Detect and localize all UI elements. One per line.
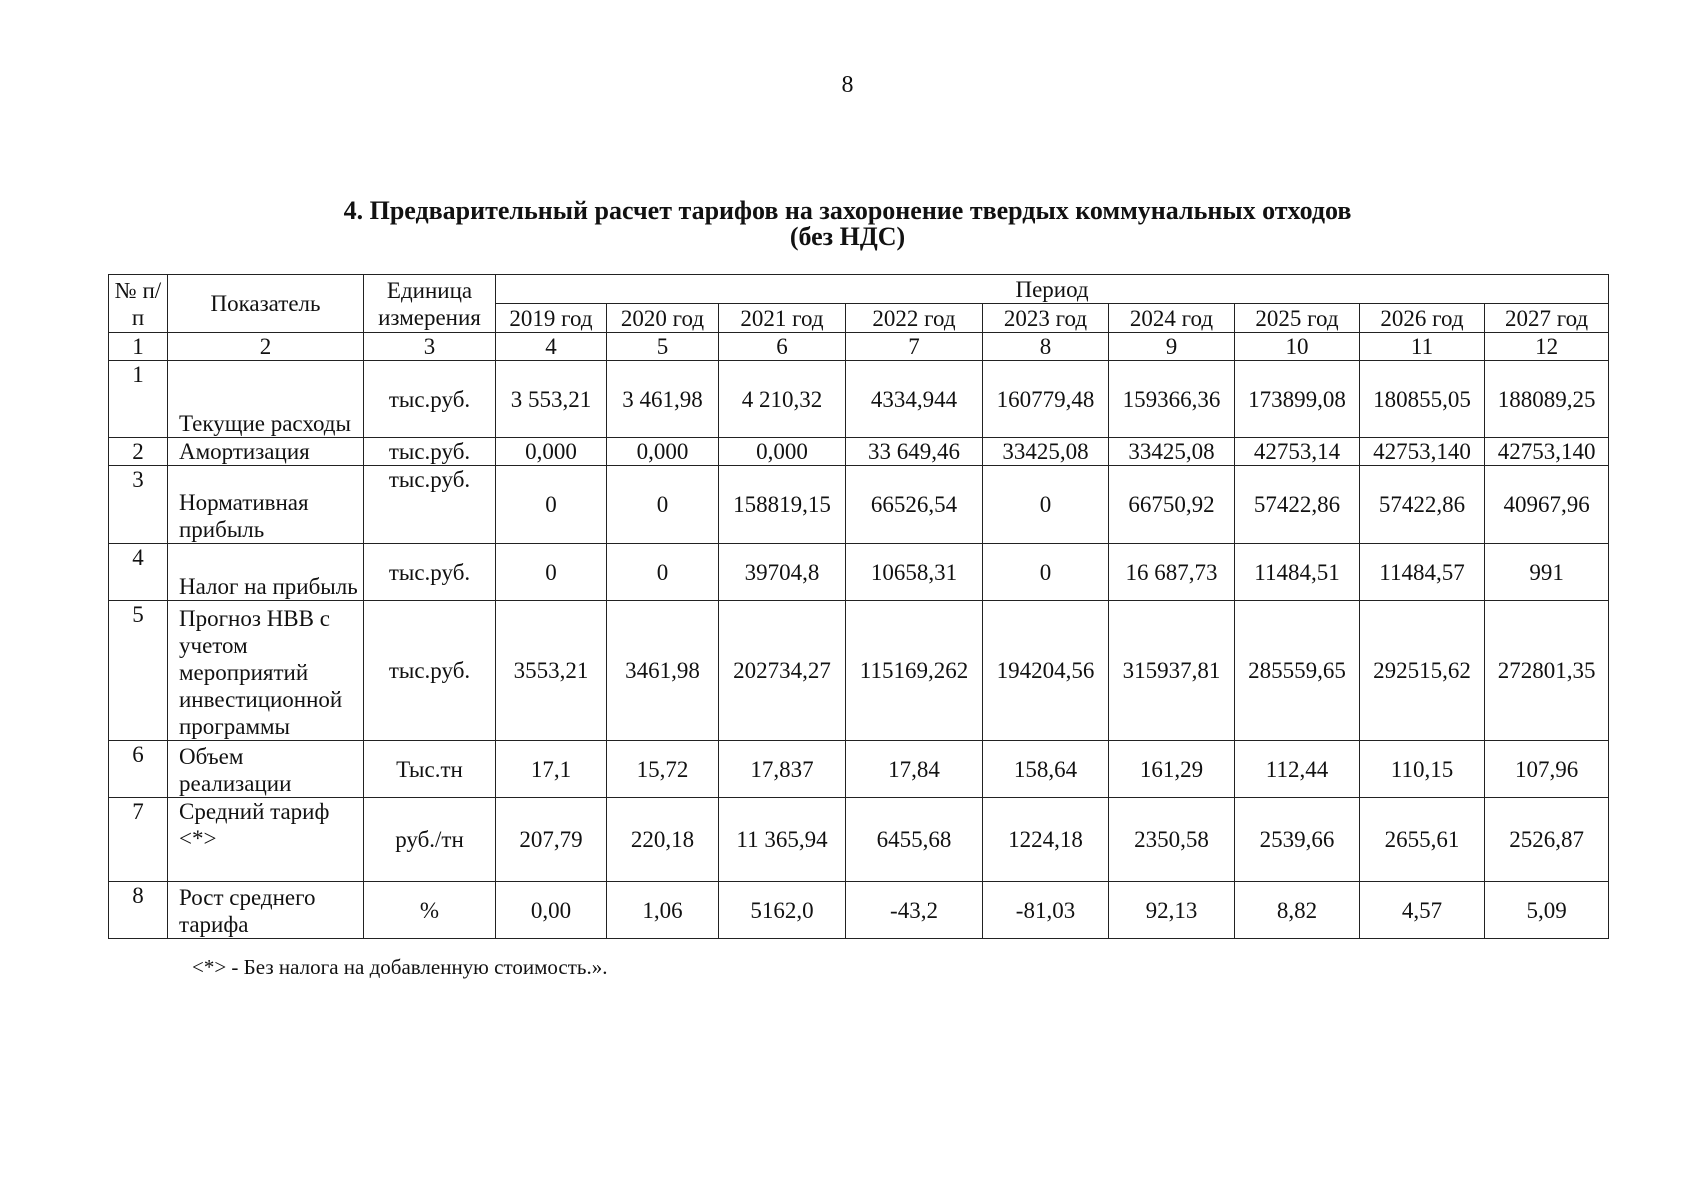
- header-year: 2025 год: [1235, 304, 1360, 333]
- document-title: [0, 198, 1695, 250]
- row-value: 161,29: [1109, 741, 1235, 798]
- row-value: 17,1: [496, 741, 607, 798]
- row-unit: тыс.руб.: [364, 361, 496, 438]
- row-number: 6: [109, 741, 168, 798]
- row-value: 115169,262: [846, 601, 983, 741]
- row-number: 5: [109, 601, 168, 741]
- row-value: 0,000: [496, 438, 607, 466]
- table-row: [109, 438, 1609, 466]
- row-value: 180855,05: [1360, 361, 1485, 438]
- row-value: 4334,944: [846, 361, 983, 438]
- row-value: 112,44: [1235, 741, 1360, 798]
- title-line-1: 4. Предварительный расчет тарифов на захоронение твердых коммунальных отходов: [343, 196, 1352, 225]
- table-row: [109, 361, 1609, 438]
- table-row: [109, 798, 1609, 882]
- row-value: 2655,61: [1360, 798, 1485, 882]
- row-value: 0,000: [719, 438, 846, 466]
- row-value: 33 649,46: [846, 438, 983, 466]
- row-value: 173899,08: [1235, 361, 1360, 438]
- row-value: 42753,14: [1235, 438, 1360, 466]
- row-value: 991: [1485, 544, 1609, 601]
- row-value: 40967,96: [1485, 466, 1609, 544]
- row-value: 8,82: [1235, 882, 1360, 939]
- column-number-row: [109, 333, 1609, 361]
- header-year: 2027 год: [1485, 304, 1609, 333]
- row-value: 33425,08: [983, 438, 1109, 466]
- row-value: 1224,18: [983, 798, 1109, 882]
- row-value: 92,13: [1109, 882, 1235, 939]
- header-unit: Единица измерения: [364, 275, 496, 333]
- row-value: 158819,15: [719, 466, 846, 544]
- row-number: 8: [109, 882, 168, 939]
- row-indicator: Средний тариф <*>: [168, 798, 364, 882]
- row-value: 0: [983, 544, 1109, 601]
- row-value: 0: [607, 544, 719, 601]
- header-year: 2024 год: [1109, 304, 1235, 333]
- row-unit: тыс.руб.: [364, 438, 496, 466]
- row-value: 1,06: [607, 882, 719, 939]
- row-unit: тыс.руб.: [364, 466, 496, 544]
- row-value: 202734,27: [719, 601, 846, 741]
- column-number: 2: [168, 333, 364, 361]
- header-year: 2019 год: [496, 304, 607, 333]
- row-value: 11 365,94: [719, 798, 846, 882]
- row-value: 57422,86: [1360, 466, 1485, 544]
- row-value: 10658,31: [846, 544, 983, 601]
- row-number: 1: [109, 361, 168, 438]
- row-value: 158,64: [983, 741, 1109, 798]
- row-indicator: Нормативная прибыль: [168, 466, 364, 544]
- table-row: [109, 741, 1609, 798]
- row-value: 285559,65: [1235, 601, 1360, 741]
- row-value: 3 461,98: [607, 361, 719, 438]
- row-value: 15,72: [607, 741, 719, 798]
- header-year: 2023 год: [983, 304, 1109, 333]
- table-row: [109, 601, 1609, 741]
- row-value: 6455,68: [846, 798, 983, 882]
- row-value: 2526,87: [1485, 798, 1609, 882]
- row-number: 4: [109, 544, 168, 601]
- row-indicator: Налог на прибыль: [168, 544, 364, 601]
- table-body: [109, 361, 1609, 939]
- column-number: 6: [719, 333, 846, 361]
- row-value: 5,09: [1485, 882, 1609, 939]
- row-value: 0: [496, 544, 607, 601]
- row-value: 16 687,73: [1109, 544, 1235, 601]
- row-value: 3 553,21: [496, 361, 607, 438]
- row-value: 207,79: [496, 798, 607, 882]
- footnote: <*> - Без налога на добавленную стоимость.».: [192, 955, 608, 979]
- row-number: 3: [109, 466, 168, 544]
- header-year: 2021 год: [719, 304, 846, 333]
- row-value: 272801,35: [1485, 601, 1609, 741]
- column-number: 10: [1235, 333, 1360, 361]
- column-number: 5: [607, 333, 719, 361]
- column-number: 12: [1485, 333, 1609, 361]
- table-row: [109, 544, 1609, 601]
- row-value: 160779,48: [983, 361, 1109, 438]
- row-indicator: Текущие расходы: [168, 361, 364, 438]
- row-value: 57422,86: [1235, 466, 1360, 544]
- row-value: 66750,92: [1109, 466, 1235, 544]
- column-number: 3: [364, 333, 496, 361]
- row-value: 42753,140: [1485, 438, 1609, 466]
- row-value: 4 210,32: [719, 361, 846, 438]
- header-year: 2022 год: [846, 304, 983, 333]
- row-value: 17,84: [846, 741, 983, 798]
- row-value: 2350,58: [1109, 798, 1235, 882]
- column-number: 8: [983, 333, 1109, 361]
- row-number: 7: [109, 798, 168, 882]
- header-year: 2026 год: [1360, 304, 1485, 333]
- row-value: 292515,62: [1360, 601, 1485, 741]
- row-value: 4,57: [1360, 882, 1485, 939]
- row-number: 2: [109, 438, 168, 466]
- row-indicator: Рост среднего тарифа: [168, 882, 364, 939]
- table-row: [109, 466, 1609, 544]
- header-year: 2020 год: [607, 304, 719, 333]
- page-number: 8: [841, 72, 854, 98]
- row-value: 17,837: [719, 741, 846, 798]
- column-number: 7: [846, 333, 983, 361]
- row-value: 194204,56: [983, 601, 1109, 741]
- row-value: 220,18: [607, 798, 719, 882]
- row-unit: тыс.руб.: [364, 601, 496, 741]
- row-value: 0: [983, 466, 1109, 544]
- row-unit: руб./тн: [364, 798, 496, 882]
- row-unit: Тыс.тн: [364, 741, 496, 798]
- column-number: 11: [1360, 333, 1485, 361]
- row-indicator: Объем реализации: [168, 741, 364, 798]
- row-value: 3553,21: [496, 601, 607, 741]
- row-value: 39704,8: [719, 544, 846, 601]
- row-value: 107,96: [1485, 741, 1609, 798]
- row-value: -43,2: [846, 882, 983, 939]
- row-value: 0,000: [607, 438, 719, 466]
- row-value: 11484,57: [1360, 544, 1485, 601]
- column-number: 4: [496, 333, 607, 361]
- row-value: 11484,51: [1235, 544, 1360, 601]
- row-value: 0: [496, 466, 607, 544]
- row-indicator: Прогноз НВВ с учетом мероприятий инвестиционной программы: [168, 601, 364, 741]
- row-value: 5162,0: [719, 882, 846, 939]
- column-number: 9: [1109, 333, 1235, 361]
- row-value: 159366,36: [1109, 361, 1235, 438]
- row-unit: тыс.руб.: [364, 544, 496, 601]
- row-value: 42753,140: [1360, 438, 1485, 466]
- row-value: 188089,25: [1485, 361, 1609, 438]
- row-value: 0: [607, 466, 719, 544]
- tariff-table: [108, 274, 1609, 939]
- row-value: 66526,54: [846, 466, 983, 544]
- row-indicator: Амортизация: [168, 438, 364, 466]
- row-value: 110,15: [1360, 741, 1485, 798]
- header-row-1: [109, 275, 1609, 304]
- row-unit: %: [364, 882, 496, 939]
- row-value: 3461,98: [607, 601, 719, 741]
- header-indicator: Показатель: [168, 275, 364, 333]
- table-header: [109, 275, 1609, 361]
- header-period: Период: [496, 275, 1609, 304]
- row-value: 33425,08: [1109, 438, 1235, 466]
- row-value: 2539,66: [1235, 798, 1360, 882]
- table-row: [109, 882, 1609, 939]
- row-value: 0,00: [496, 882, 607, 939]
- row-value: -81,03: [983, 882, 1109, 939]
- row-value: 315937,81: [1109, 601, 1235, 741]
- header-num: № п/п: [109, 275, 168, 333]
- title-line-2: (без НДС): [789, 222, 906, 251]
- column-number: 1: [109, 333, 168, 361]
